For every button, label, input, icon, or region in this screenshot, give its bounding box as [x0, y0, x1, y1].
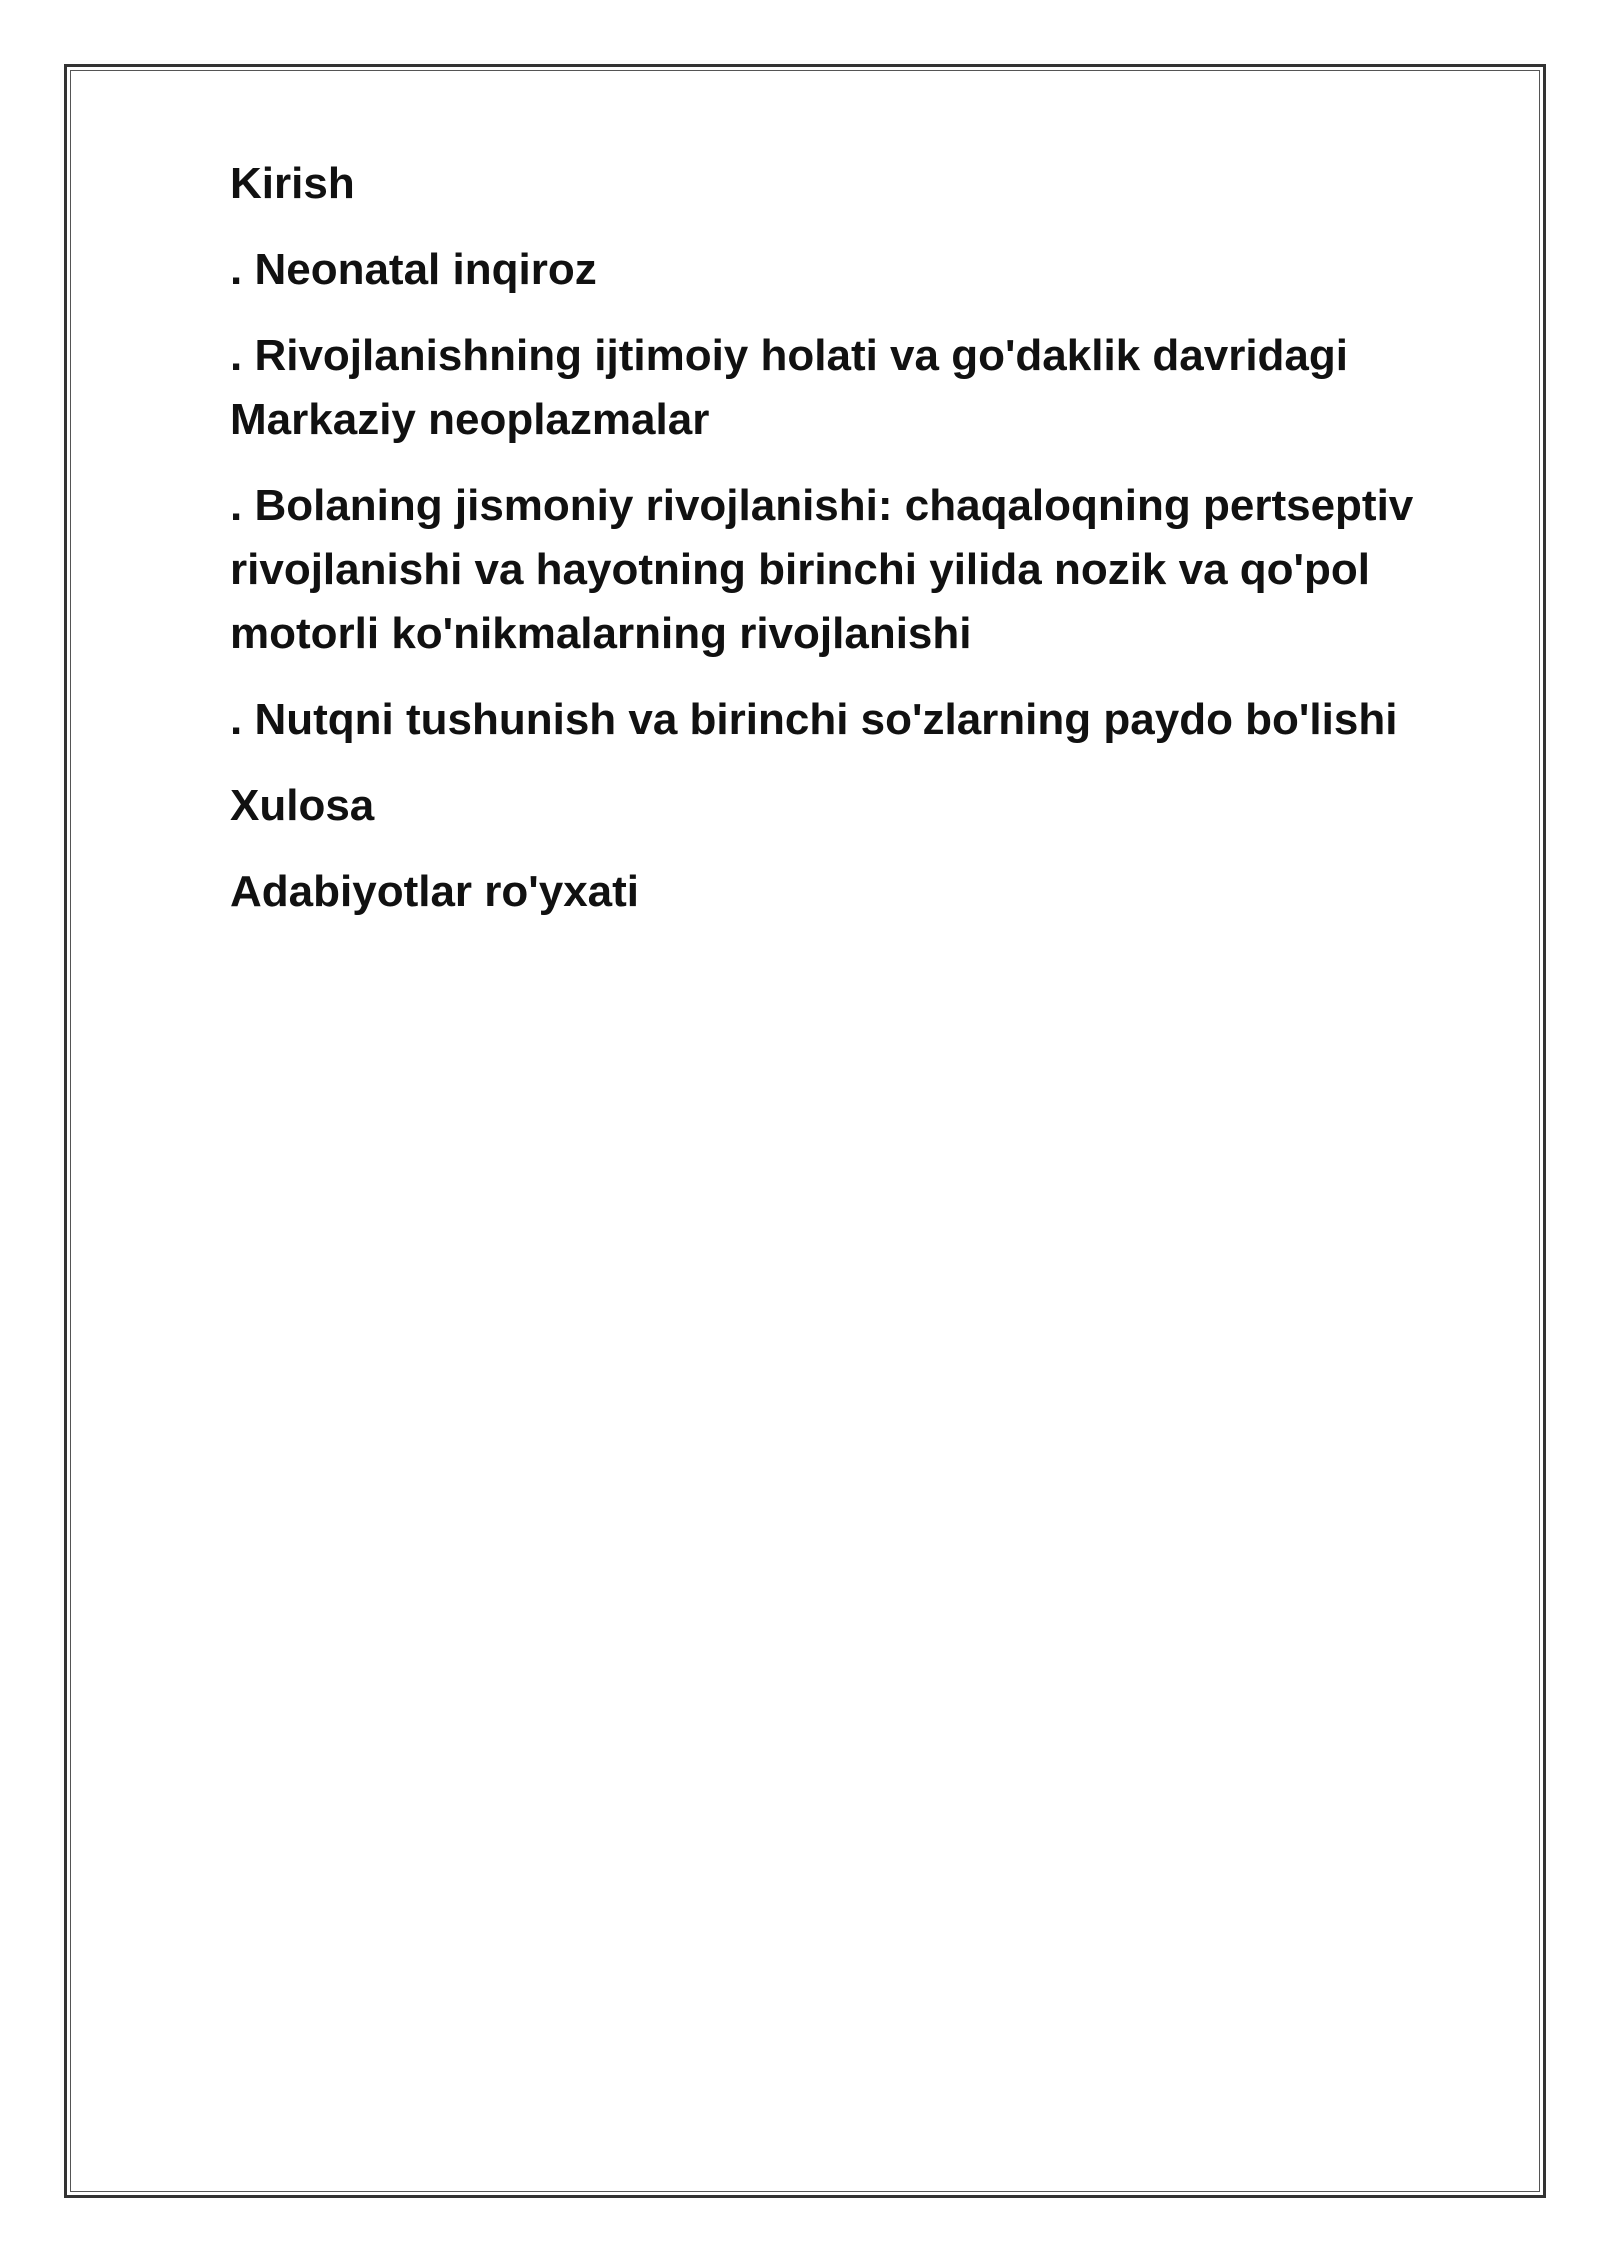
toc-entry-conclusion: Xulosa [230, 781, 375, 830]
table-of-contents [230, 152, 1530, 946]
toc-entry-references: Adabiyotlar ro'yxati [230, 867, 640, 916]
toc-entry-neonatal-crisis: . Neonatal inqiroz [230, 245, 597, 294]
toc-entry-social-situation: . Rivojlanishning ijtimoiy holati va go'daklik davridagi Markaziy neoplazmalar [230, 331, 1349, 444]
toc-entry-introduction: Kirish [230, 159, 355, 208]
toc-entry-physical-development: . Bolaning jismoniy rivojlanishi: chaqaloqning pertseptiv rivojlanishi va hayotning birinchi yilida nozik va qo'pol motorli ko'nikmalarning rivojlanishi [230, 481, 1414, 658]
toc-entry-speech-understanding: . Nutqni tushunish va birinchi so'zlarning paydo bo'lishi [230, 695, 1398, 744]
